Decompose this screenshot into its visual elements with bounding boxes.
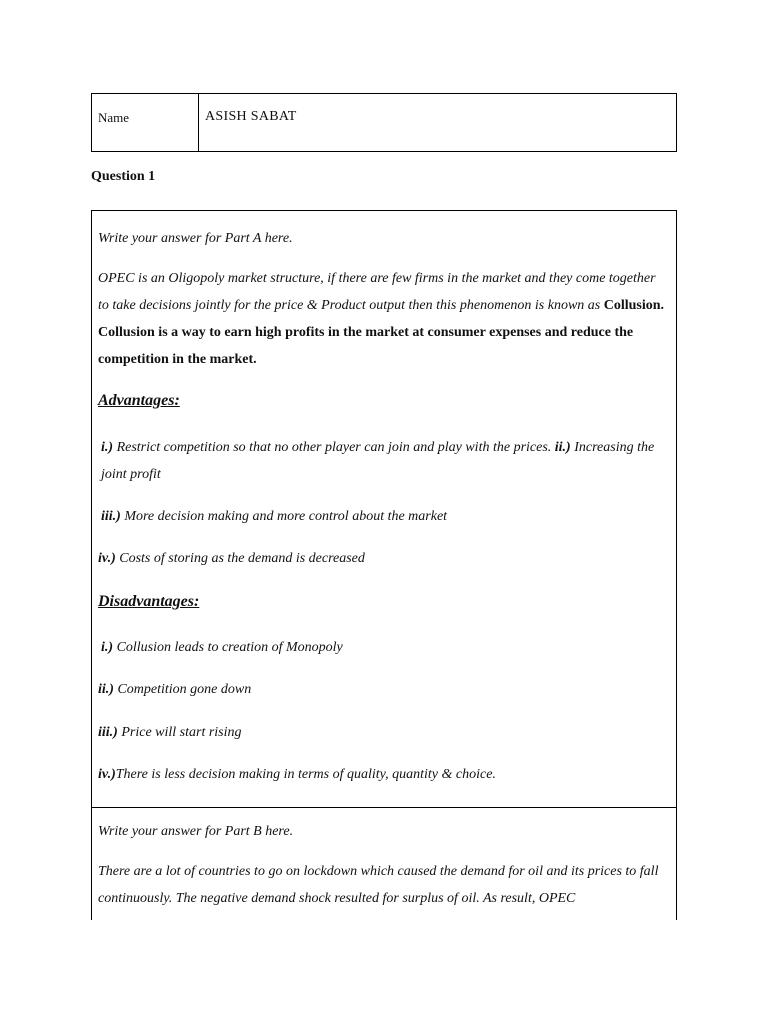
disadvantage-item-4	[98, 761, 666, 788]
advantage-text-1: Restrict competition so that no other player can join and play with the prices.	[113, 440, 555, 455]
question-heading: Question 1	[91, 169, 156, 184]
part-a-intro	[98, 265, 666, 373]
advantages-heading: Advantages:	[98, 392, 180, 409]
advantage-text-4: Costs of storing as the demand is decreased	[115, 551, 365, 566]
name-table	[91, 93, 677, 152]
intro-text: OPEC is an Oligopoly market structure, if there are few firms in the market and they come together to take decisions jointly for the price & Product output then this phenomenon is known as	[98, 271, 656, 313]
advantage-text-3: More decision making and more control about the market	[120, 509, 448, 524]
part-b-body: There are a lot of countries to go on lockdown which caused the demand for oil and its prices to fall continuously. The negative demand shock resulted for surplus of oil. As result, OPEC	[98, 864, 659, 906]
disadvantage-label-3: iii.)	[98, 725, 118, 740]
disadvantage-text-4: There is less decision making in terms of quality, quantity & choice.	[115, 767, 496, 782]
part-a-cell	[92, 211, 676, 808]
part-a-prompt: Write your answer for Part A here.	[98, 231, 293, 246]
disadvantage-label-1: i.)	[101, 640, 114, 655]
disadvantage-text-1: Collusion leads to creation of Monopoly	[113, 640, 343, 655]
name-value: ASISH SABAT	[205, 109, 297, 124]
answer-table	[91, 210, 677, 920]
disadvantage-text-3: Price will start rising	[117, 725, 242, 740]
advantage-item-4	[98, 545, 666, 572]
advantage-label-1: i.)	[101, 440, 114, 455]
advantage-item-3	[101, 503, 669, 530]
disadvantage-item-1	[101, 634, 669, 661]
disadvantage-item-2	[98, 676, 666, 703]
disadvantages-heading: Disadvantages:	[98, 593, 200, 610]
advantage-label-4: iv.)	[98, 551, 116, 566]
disadvantage-label-4: iv.)	[98, 767, 116, 782]
name-label: Name	[92, 94, 199, 151]
part-b-prompt: Write your answer for Part B here.	[98, 824, 294, 839]
advantage-label-3: iii.)	[101, 509, 121, 524]
advantage-item-1	[101, 434, 669, 488]
advantage-label-2: ii.)	[554, 440, 571, 455]
intro-bold-text: Collusion. Collusion is a way to earn high profits in the market at consumer expenses and reduce the competition in the market.	[98, 298, 665, 367]
disadvantage-item-3	[98, 719, 666, 746]
disadvantage-text-2: Competition gone down	[113, 682, 252, 697]
disadvantage-label-2: ii.)	[98, 682, 114, 697]
advantage-text-2: Increasing the joint profit	[101, 440, 655, 482]
